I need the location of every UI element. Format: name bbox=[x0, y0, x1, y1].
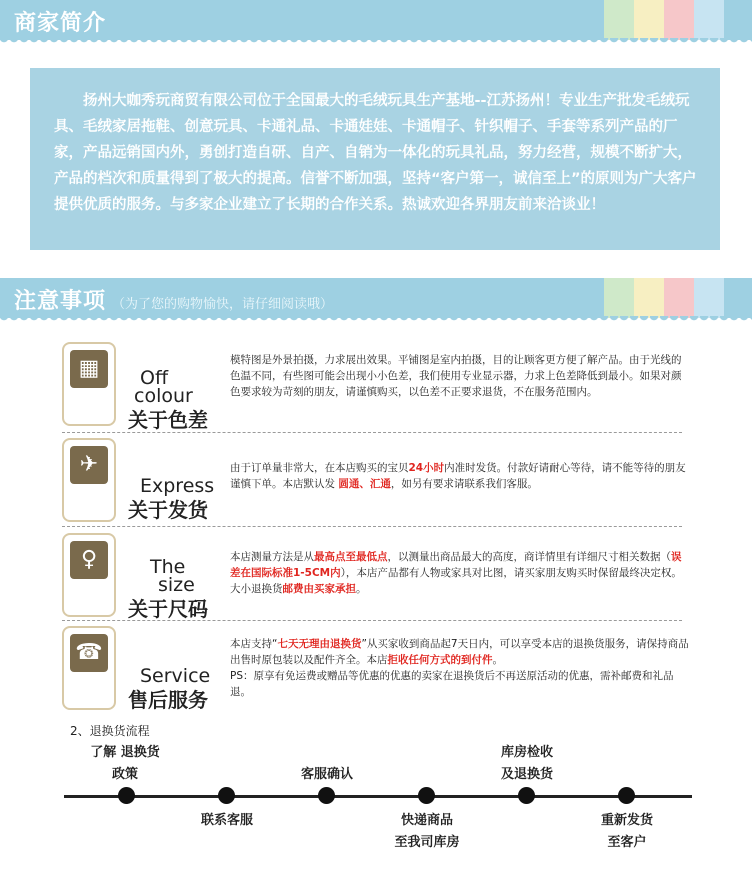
divider bbox=[62, 526, 682, 527]
notice-cn: 售后服务 bbox=[128, 688, 208, 712]
section-title: 商家简介 bbox=[14, 11, 107, 36]
flow-step-policy bbox=[70, 742, 180, 786]
text-highlight: 七天无理由退换货 bbox=[277, 638, 362, 650]
step-label: 客服确认 bbox=[300, 767, 353, 782]
notice-icon-box bbox=[62, 438, 116, 522]
notice-icon-box bbox=[62, 626, 116, 710]
notice-en-2: size bbox=[158, 574, 195, 596]
text-part: 。 bbox=[356, 583, 367, 595]
scallop-edge bbox=[0, 38, 752, 46]
step-label: 库房检收 及退换货 bbox=[500, 745, 553, 782]
text-part: 本店支持“ bbox=[230, 638, 278, 650]
step-label: 联系客服 bbox=[200, 813, 253, 828]
flow-step-reship bbox=[572, 810, 682, 854]
notice-text bbox=[230, 460, 690, 492]
flow-dot bbox=[418, 787, 435, 804]
step-label: 了解 退换货 政策 bbox=[90, 745, 160, 782]
notice-icon-box bbox=[62, 342, 116, 426]
text-part: 由于订单量非常大，在本店购买的宝贝 bbox=[230, 462, 409, 474]
notice-en-1: The bbox=[150, 556, 186, 578]
divider bbox=[62, 432, 682, 433]
flow-dot bbox=[518, 787, 535, 804]
section-title-text: 注意事项 bbox=[14, 289, 107, 314]
text-highlight: 拒收任何方式的到付件 bbox=[387, 654, 493, 666]
flow-dot bbox=[318, 787, 335, 804]
text-part: ，以测量出商品最大的高度，商详情里有详细尺寸相关数据（ bbox=[387, 551, 671, 563]
text-highlight: 圆通、汇通 bbox=[338, 478, 391, 490]
notice-text: 模特图是外景拍摄，力求展出效果。平铺图是室内拍摄，目的让顾客更方便了解产品。由于光线的色温不同，有些图可能会出现小小色差，我们使用专业显示器，力求上色差降低到最小。如果对颜色要求较为苛刻的朋友，请谨慎购买，以色差不正要求退货，不在服务范围内。 bbox=[230, 354, 682, 398]
text-part: ”从买家收到商品起7天日内，可以享受本店的退换货服务，请保持商品出售时原包装以及配件齐全。本店 bbox=[230, 638, 689, 666]
flow-dot bbox=[118, 787, 135, 804]
text-part: ），本店产品都有人物或家具对比图，请买家朋友购买时保留最终决定权。大小退换货 bbox=[230, 567, 682, 595]
hanger-dress-icon: ♀ bbox=[70, 541, 108, 579]
notice-en-2: colour bbox=[134, 385, 193, 407]
text-part: PS：原享有免运费或赠品等优惠的优惠的卖家在退换货后不再送原活动的优惠，需补邮费和礼品退。 bbox=[230, 670, 674, 698]
notice-express bbox=[62, 438, 686, 522]
text-highlight: 最高点至最低点 bbox=[314, 551, 388, 563]
notice-en-1: Express bbox=[140, 475, 215, 497]
flow-title: 2、退换货流程 bbox=[70, 724, 150, 738]
flow-step-inspect bbox=[472, 742, 582, 786]
section-subtitle: （为了您的购物愉快，请仔细阅读哦） bbox=[112, 297, 334, 312]
notice-service bbox=[62, 626, 689, 712]
notice-text bbox=[230, 549, 690, 597]
notice-en-1: Service bbox=[140, 665, 211, 687]
step-label: 快递商品 至我司库房 bbox=[394, 813, 460, 850]
flow-step-confirm bbox=[272, 764, 382, 786]
section-title bbox=[14, 284, 333, 315]
decor-stripes bbox=[604, 0, 724, 40]
flow-step-contact bbox=[172, 810, 282, 832]
text-part: ，如另有要求请联系我们客服。 bbox=[390, 478, 538, 490]
film-seats-icon: ▦ bbox=[70, 350, 108, 388]
decor-stripes bbox=[604, 278, 724, 318]
notice-cn: 关于尺码 bbox=[128, 597, 208, 621]
text-part: 本店测量方法是从 bbox=[230, 551, 314, 563]
notice-colour bbox=[62, 342, 682, 432]
notice-size bbox=[62, 533, 682, 621]
flow-step-ship-back bbox=[372, 810, 482, 854]
divider bbox=[62, 620, 682, 621]
notice-text bbox=[230, 636, 690, 700]
notice-cn: 关于色差 bbox=[128, 408, 208, 432]
section-header-intro bbox=[0, 0, 752, 40]
scallop-edge bbox=[0, 316, 752, 324]
text-highlight: 误差在国际标准1-5CM内 bbox=[230, 551, 682, 579]
text-part: 内准时发货。付款好请耐心等待，请不能等待的朋友谨慎下单。本店默认发 bbox=[230, 462, 686, 490]
flow-line bbox=[64, 795, 692, 798]
flow-dot bbox=[618, 787, 635, 804]
text-highlight: 邮费由买家承担 bbox=[282, 583, 356, 595]
notice-en-1: Off bbox=[140, 367, 169, 389]
company-intro bbox=[30, 68, 720, 250]
section-header-notice bbox=[0, 278, 752, 318]
text-highlight: 24小时 bbox=[408, 462, 445, 474]
intro-text: 扬州大咖秀玩商贸有限公司位于全国最大的毛绒玩具生产基地--江苏扬州！专业生产批发毛绒玩具、毛绒家居拖鞋、创意玩具、卡通礼品、卡通娃娃、卡通帽子、针织帽子、手套等系列产品的厂家，产品远销国内外，勇创打造自研、自产、自销为一体化的玩具礼品，努力经营，规模不断扩大，产品的档次和质量得到了极大的提高。信誉不断加强，坚持“客户第一，诚信至上”的原则为广大客户提供优质的服务。与多家企业建立了长期的合作关系。热诚欢迎各界朋友前来洽谈业！ bbox=[54, 93, 697, 213]
notice-cn: 关于发货 bbox=[128, 498, 208, 522]
telephone-icon: ☎ bbox=[70, 634, 108, 672]
flow-dot bbox=[218, 787, 235, 804]
notice-icon-box bbox=[62, 533, 116, 617]
text-part: 。 bbox=[492, 654, 503, 666]
step-label: 重新发货 至客户 bbox=[600, 813, 653, 850]
airplane-luggage-icon: ✈ bbox=[70, 446, 108, 484]
